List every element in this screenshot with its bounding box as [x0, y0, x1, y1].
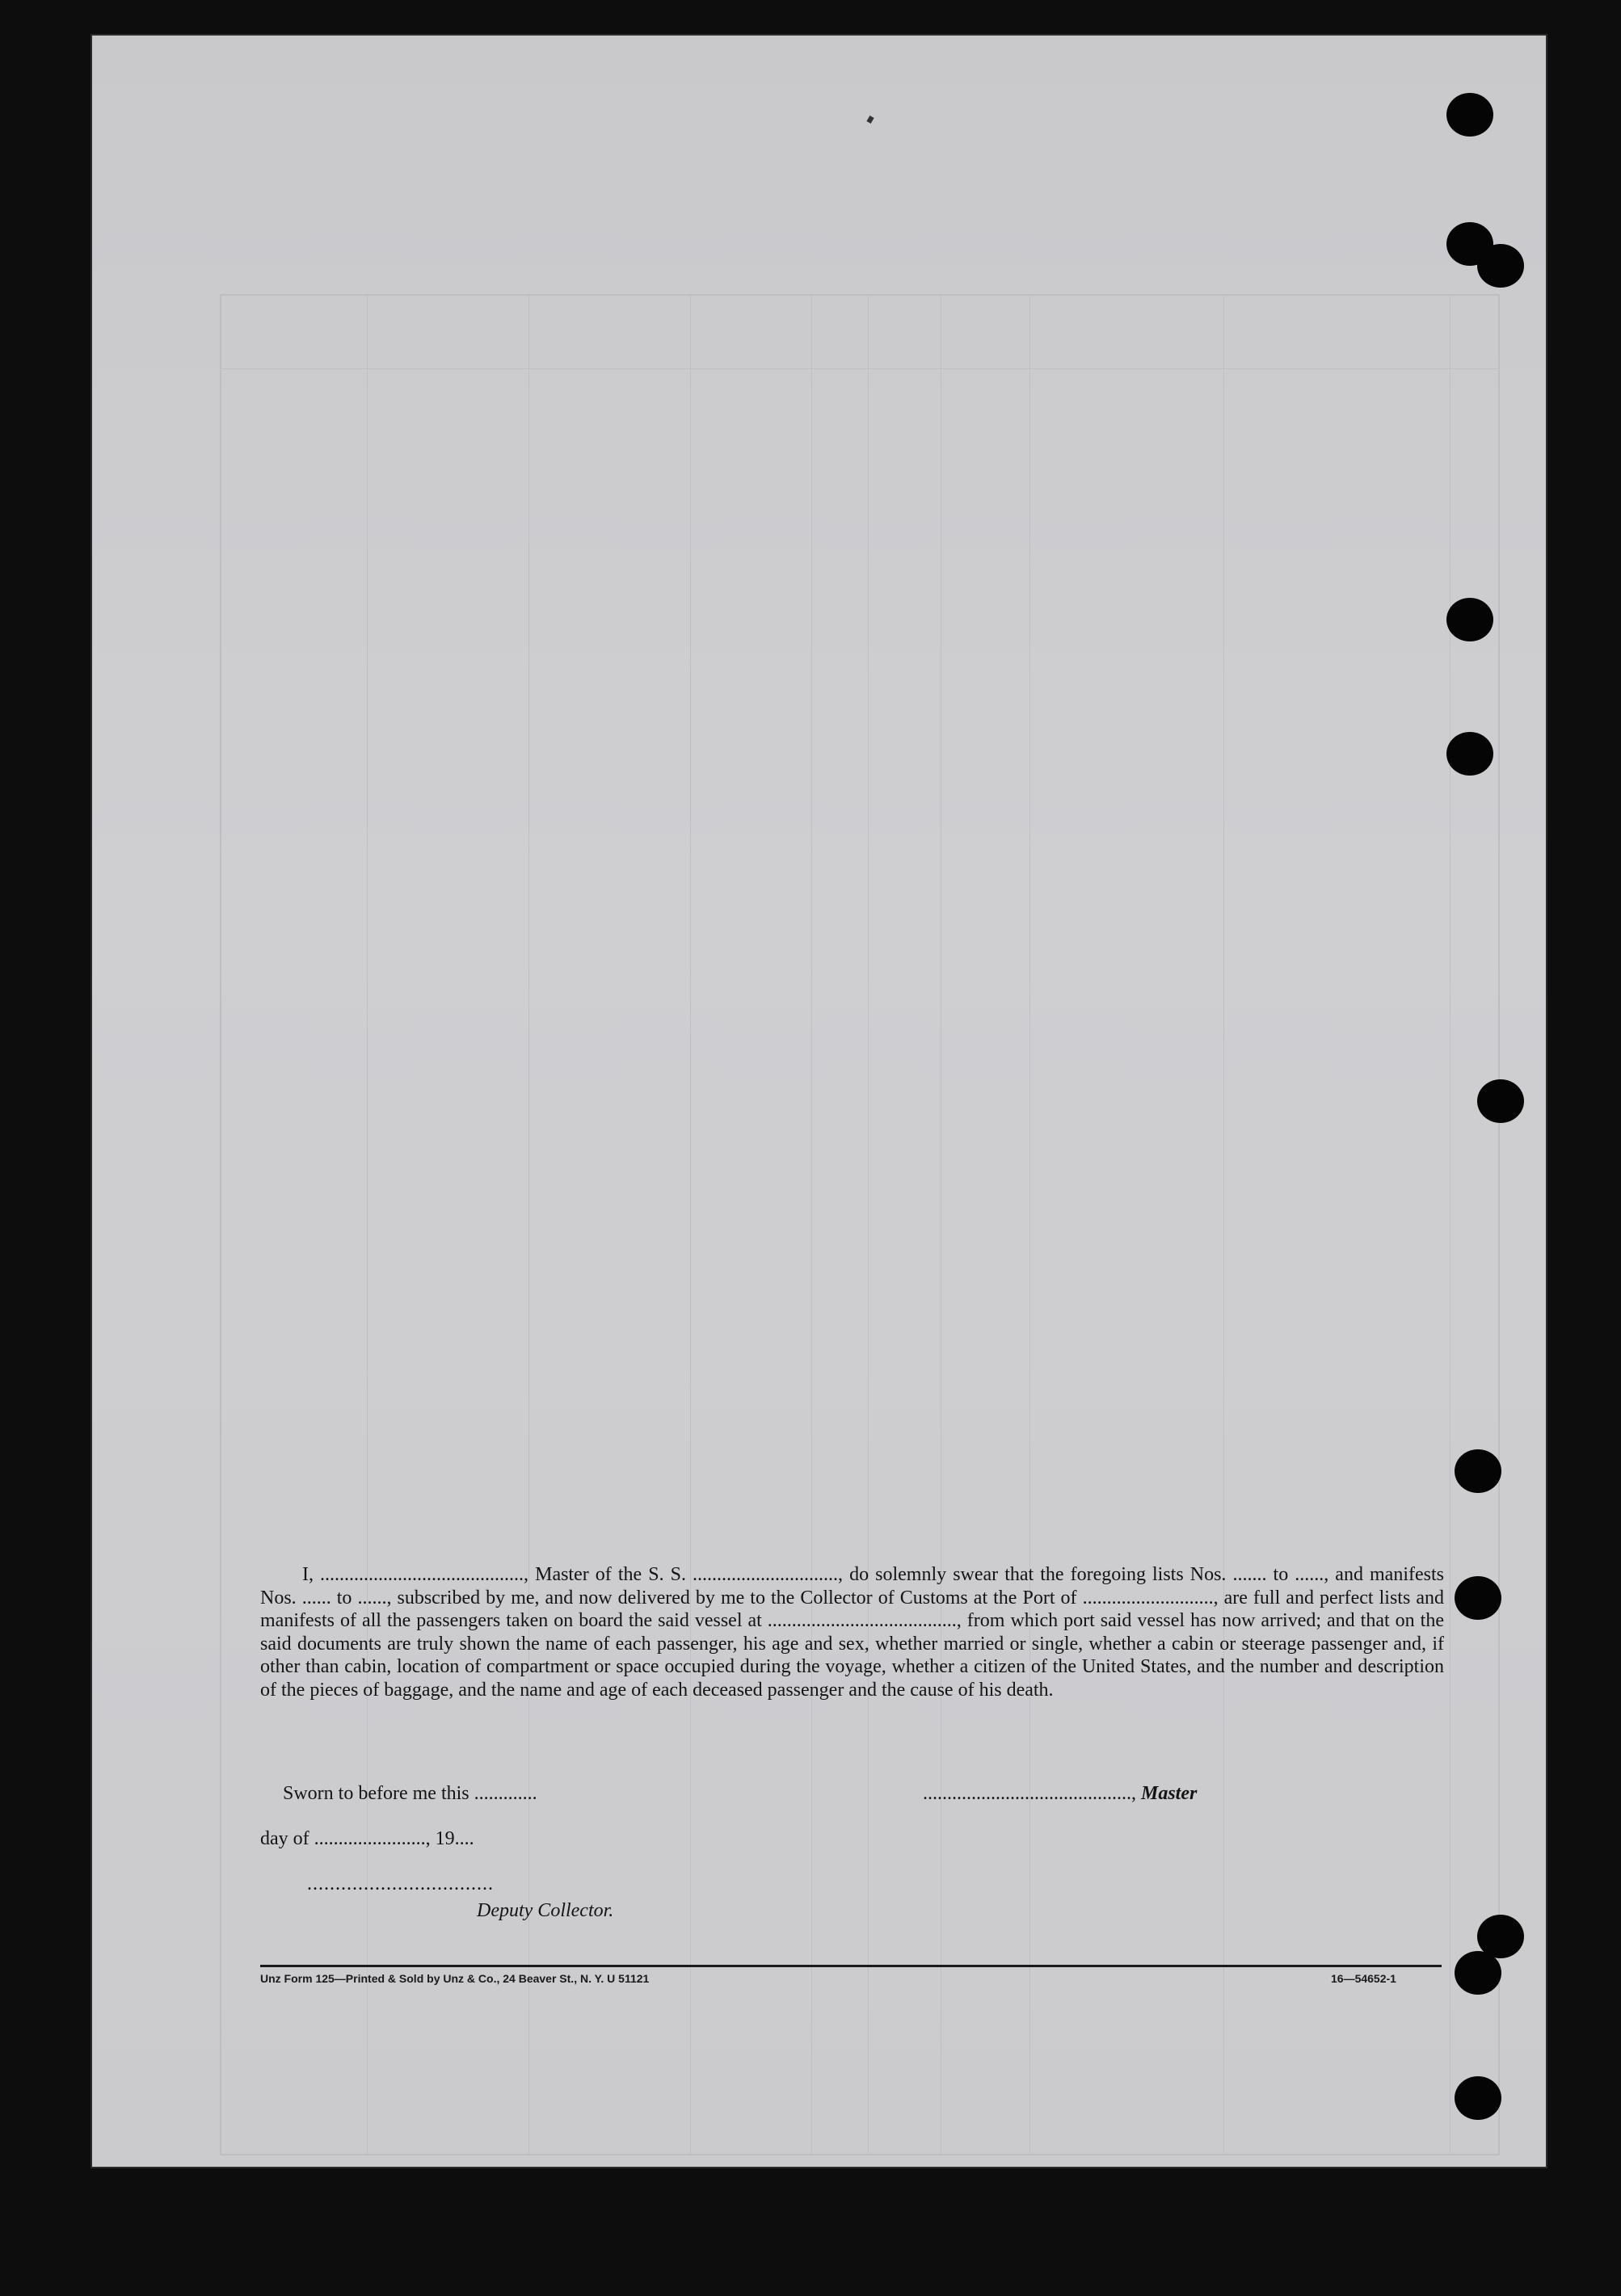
bleed-through-column — [868, 296, 869, 2154]
manifest-page — [91, 34, 1547, 2168]
oath-paragraph — [260, 1563, 1444, 1701]
footer-rule — [260, 1965, 1442, 1967]
day-line: day of ......................., 19.... — [260, 1828, 474, 1849]
ink-mark — [866, 116, 874, 124]
bleed-through-column — [690, 296, 691, 2154]
punch-hole — [1446, 598, 1493, 641]
oath-text: I, .........................................., Master of the S. S. .............................., do solemnly swear that the foregoing lists Nos. ....... to ......, and manifests Nos. ...... to ......, subscribed by me, and now delivered by me to the Collector of Customs at the Port of ..........................., are full and perfect lists and manifests of all the passengers taken on board the said vessel at ......................................., from which port said vessel has now arrived; and that on the said documents are truly shown the name of each passenger, his age and sex, whether married or single, whether a cabin or steerage passenger and, if other than cabin, location of compartment or space occupied during the voyage, whether a citizen of the United States, and the number and description of the pieces of baggage, and the name and age of each deceased passenger and the cause of his death. — [260, 1564, 1444, 1701]
master-signature-line — [923, 1783, 1197, 1805]
bleed-through-column — [528, 296, 529, 2154]
master-label: Master — [1141, 1783, 1198, 1804]
bleed-through-header-line — [221, 368, 1498, 369]
punch-hole — [1455, 2076, 1501, 2120]
punch-hole — [1455, 1449, 1501, 1493]
punch-hole — [1477, 244, 1524, 288]
form-number: 16—54652-1 — [1331, 1972, 1396, 1985]
punch-hole — [1455, 1951, 1501, 1995]
punch-hole — [1455, 1576, 1501, 1620]
deputy-signature-dots: ................................. — [307, 1873, 494, 1894]
master-dots: ..........................................., — [923, 1783, 1141, 1804]
printer-imprint: Unz Form 125—Printed & Sold by Unz & Co., 24 Beaver St., N. Y. U 51121 — [260, 1972, 650, 1985]
punch-hole — [1477, 1079, 1524, 1123]
punch-hole — [1446, 732, 1493, 776]
bleed-through-column — [1029, 296, 1030, 2154]
bleed-through-column — [811, 296, 812, 2154]
bleed-through-column — [1223, 296, 1224, 2154]
punch-hole — [1446, 93, 1493, 137]
deputy-collector-label: Deputy Collector. — [477, 1900, 614, 1921]
sworn-line: Sworn to before me this ............. — [283, 1783, 537, 1804]
